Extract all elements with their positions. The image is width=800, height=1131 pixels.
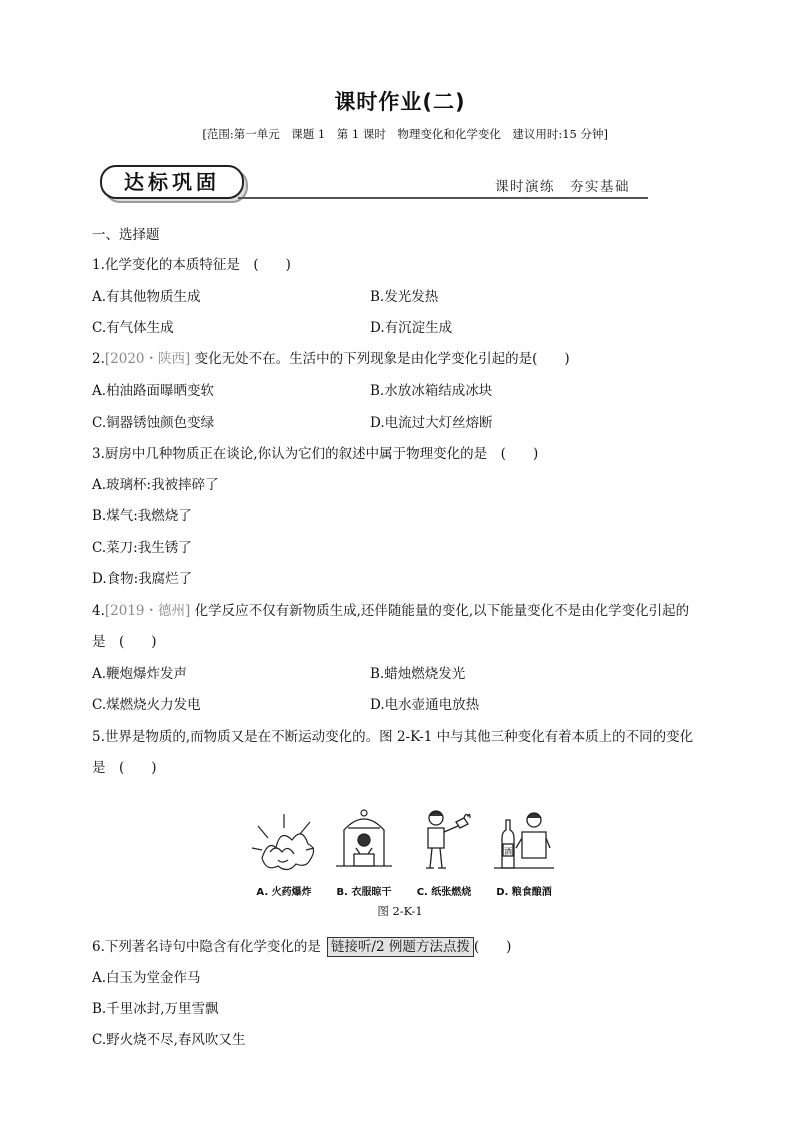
q6-option-c: C.野火烧不尽,春风吹又生: [92, 1032, 246, 1048]
figure-2-k-1: [248, 808, 558, 898]
figure-caption-a: A. 火药爆炸: [256, 887, 312, 898]
question-6-stem: [92, 935, 511, 955]
section-heading: 一、选择题: [92, 227, 160, 243]
q2-option-c: C.铜器锈蚀颜色变绿: [92, 415, 215, 431]
question-3-stem: 3.厨房中几种物质正在谈论,你认为它们的叙述中属于物理变化的是 ( ): [92, 446, 539, 462]
page-title: 课时作业(二): [334, 90, 466, 114]
figure-label: 图 2-K-1: [377, 904, 423, 918]
q6-option-b: B.千里冰封,万里雪飘: [92, 1001, 219, 1017]
q3-option-d: D.食物:我腐烂了: [92, 571, 193, 587]
question-4-stem: [92, 599, 689, 619]
q6-text: 6.下列著名诗句中隐含有化学变化的是: [92, 939, 321, 955]
question-4-stem-cont: 是 ( ): [92, 634, 157, 650]
banner-divider: [238, 197, 648, 199]
question-1-stem: 1.化学变化的本质特征是 ( ): [92, 257, 291, 273]
q2-option-d: D.电流过大灯丝熔断: [370, 415, 493, 431]
figure-item-d: [488, 808, 560, 898]
q1-option-d: D.有沉淀生成: [370, 320, 453, 336]
banner-subtitle: 课时演练 夯实基础: [495, 179, 630, 195]
q1-option-b: B.发光发热: [370, 289, 439, 305]
scope-note: [范围:第一单元 课题 1 第 1 课时 物理变化和化学变化 建议用时:15 分钟]: [202, 127, 608, 141]
banner-badge: 达标巩固: [100, 165, 244, 199]
figure-item-c: [408, 808, 480, 898]
q2-option-a: A.柏油路面曝晒变软: [92, 383, 215, 399]
q4-option-b: B.蜡烛燃烧发光: [370, 666, 466, 682]
q4-number: 4.: [92, 603, 105, 619]
figure-caption-c: C. 纸张燃烧: [416, 887, 472, 898]
q2-text: 变化无处不在。生活中的下列现象是由化学变化引起的是( ): [190, 351, 570, 367]
q4-option-d: D.电水壶通电放热: [370, 697, 480, 713]
q6-option-a: A.白玉为堂金作马: [92, 970, 201, 986]
q2-number: 2.: [92, 351, 105, 367]
q3-option-a: A.玻璃杯:我被摔碎了: [92, 477, 219, 493]
q3-option-b: B.煤气:我燃烧了: [92, 508, 192, 524]
q4-text: 化学反应不仅有新物质生成,还伴随能量的变化,以下能量变化不是由化学变化引起的: [190, 603, 690, 619]
figure-item-a: [248, 808, 320, 898]
drying-clothes-illustration: [328, 808, 400, 872]
wine-bottle-label: 酒: [504, 847, 512, 856]
q4-option-a: A.鞭炮爆炸发声: [92, 666, 188, 682]
q2-option-b: B.水放冰箱结成冰块: [370, 383, 493, 399]
question-5-stem-cont: 是 ( ): [92, 760, 157, 776]
question-5-stem: 5.世界是物质的,而物质又是在不断运动变化的。图 2-K-1 中与其他三种变化有着本质上的不同的变化: [92, 729, 694, 745]
figure-caption-b: B. 衣服晾干: [336, 887, 392, 898]
q1-option-a: A.有其他物质生成: [92, 289, 201, 305]
section-banner: [98, 160, 648, 200]
q6-answer-blank: ( ): [473, 939, 512, 955]
burning-paper-illustration: [408, 808, 480, 872]
q3-option-c: C.菜刀:我生锈了: [92, 540, 192, 556]
figure-item-b: [328, 808, 400, 898]
q4-source: [2019・德州]: [104, 603, 191, 619]
q2-source: [2020・陕西]: [104, 351, 191, 367]
explosion-illustration: [248, 808, 320, 872]
q1-option-c: C.有气体生成: [92, 320, 174, 336]
figure-caption-d: D. 粮食酿酒: [496, 887, 552, 898]
question-2-stem: [92, 347, 570, 367]
q4-option-c: C.煤燃烧火力发电: [92, 697, 201, 713]
brewing-wine-illustration: [488, 808, 560, 872]
method-link-button[interactable]: 链接听/2 例题方法点拨: [327, 937, 474, 957]
